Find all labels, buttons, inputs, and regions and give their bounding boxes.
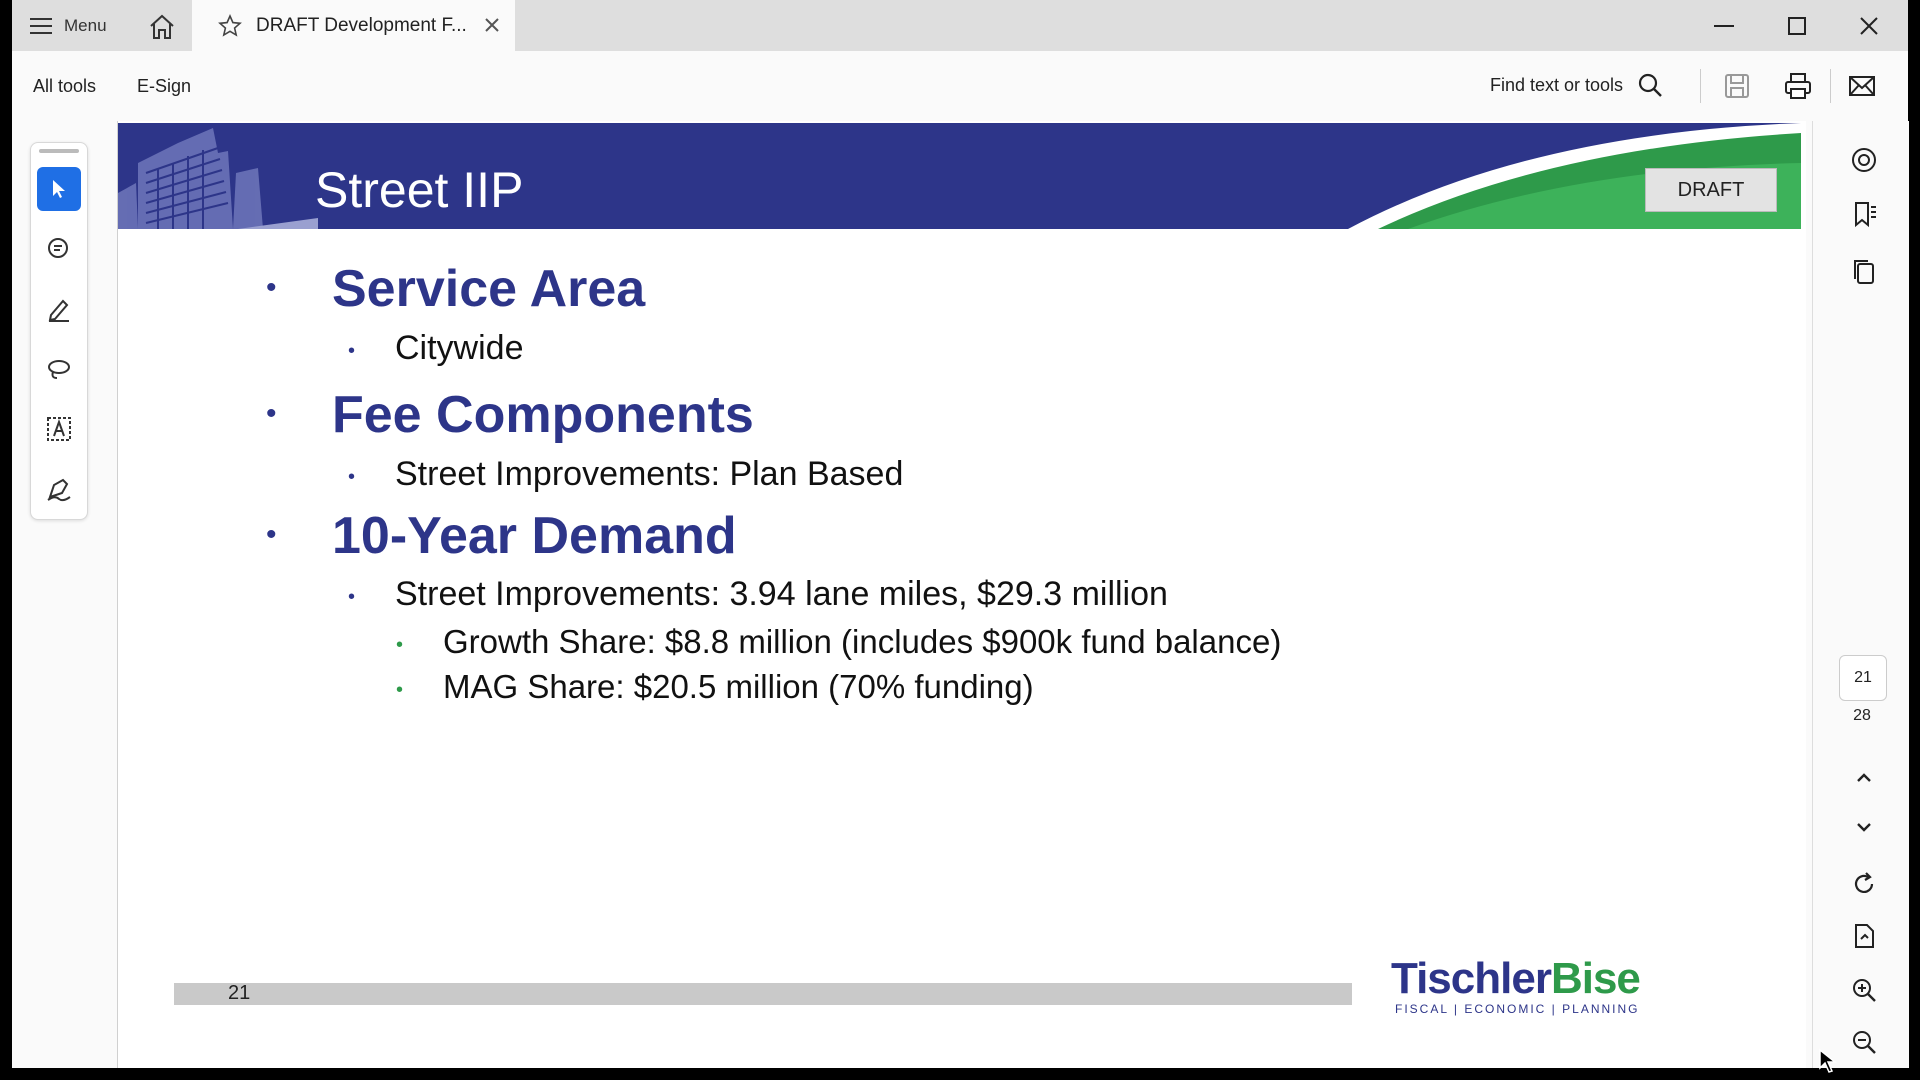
- zoom-out-icon[interactable]: [1849, 1027, 1879, 1057]
- tab-title: DRAFT Development F...: [256, 14, 467, 36]
- print-icon[interactable]: [1783, 71, 1813, 101]
- section-heading: 10-Year Demand: [332, 507, 737, 565]
- bullet-marker: •: [266, 518, 277, 551]
- comment-tool-button[interactable]: [37, 227, 81, 271]
- pages-icon[interactable]: [1849, 257, 1879, 287]
- building-illustration: [118, 123, 318, 229]
- menu-label: Menu: [64, 16, 107, 35]
- document-viewport[interactable]: [117, 121, 1813, 1068]
- bullet-marker: •: [396, 634, 404, 656]
- ai-assistant-icon[interactable]: [1849, 145, 1879, 175]
- draw-tool-button[interactable]: [37, 347, 81, 391]
- text-box-icon: [45, 415, 73, 443]
- bookmark-icon[interactable]: [1849, 199, 1879, 229]
- quick-tools-panel: [30, 142, 88, 520]
- pen-nib-icon: [45, 475, 73, 503]
- toolbar-divider: [1830, 69, 1831, 103]
- comment-icon: [45, 235, 73, 263]
- previous-page-icon[interactable]: [1849, 763, 1879, 793]
- find-text-or-tools[interactable]: [1490, 67, 1663, 103]
- sub-bullet-item: MAG Share: $20.5 million (70% funding): [443, 668, 1034, 705]
- logo-part-a: Tischler: [1391, 954, 1551, 1003]
- pdf-viewer-window: [12, 0, 1908, 1068]
- section-heading: Service Area: [332, 260, 646, 318]
- next-page-icon[interactable]: [1849, 812, 1879, 842]
- maximize-icon[interactable]: [1783, 12, 1811, 40]
- rotate-icon[interactable]: [1849, 869, 1879, 899]
- right-side-rail: [1812, 121, 1909, 1068]
- email-icon[interactable]: [1847, 71, 1877, 101]
- slide-number: 21: [228, 982, 251, 1004]
- zoom-in-icon[interactable]: [1849, 975, 1879, 1005]
- bullet-marker: •: [266, 397, 277, 430]
- sub-bullet-item: Growth Share: $8.8 million (includes $900k fund balance): [443, 623, 1282, 660]
- search-icon: [1637, 72, 1663, 98]
- bullet-marker: •: [348, 586, 356, 608]
- esign-button[interactable]: E-Sign: [137, 76, 192, 96]
- select-tool-button[interactable]: [37, 167, 81, 211]
- bullet-marker: •: [348, 340, 356, 362]
- draft-badge: DRAFT: [1645, 168, 1777, 212]
- logo-wordmark: [1391, 956, 1671, 1002]
- toolbar-divider: [1700, 69, 1701, 103]
- current-page-input[interactable]: 21: [1839, 655, 1887, 701]
- window-close-icon[interactable]: [1855, 12, 1883, 40]
- bullet-item: Street Improvements: 3.94 lane miles, $29.3 million: [395, 575, 1168, 613]
- highlight-tool-button[interactable]: [37, 287, 81, 331]
- mouse-cursor-icon: [1818, 1048, 1840, 1074]
- tischlerbise-logo: [1391, 956, 1671, 1026]
- bullet-marker: •: [266, 271, 277, 304]
- hamburger-icon: [30, 17, 52, 35]
- bullet-marker: •: [396, 679, 404, 701]
- find-label: Find text or tools: [1490, 74, 1624, 95]
- pen-icon: [45, 295, 73, 323]
- minimize-icon[interactable]: [1710, 12, 1738, 40]
- main-toolbar: [12, 51, 1908, 121]
- bullet-item: Citywide: [395, 329, 524, 367]
- logo-tagline: FISCAL | ECONOMIC | PLANNING: [1395, 1002, 1640, 1016]
- panel-drag-handle[interactable]: [39, 149, 79, 153]
- logo-part-b: Bise: [1550, 954, 1640, 1003]
- all-tools-button[interactable]: All tools: [33, 76, 97, 96]
- close-tab-icon[interactable]: [483, 16, 501, 34]
- menu-button[interactable]: [30, 10, 107, 42]
- slide-title: Street IIP: [315, 162, 524, 218]
- total-pages: 28: [1853, 707, 1871, 724]
- slide-header-banner: [118, 123, 1801, 229]
- bullet-item: Street Improvements: Plan Based: [395, 455, 904, 493]
- title-bar: [12, 0, 1908, 51]
- text-tool-button[interactable]: [37, 407, 81, 451]
- cursor-arrow-icon: [47, 177, 71, 201]
- page-tools-icon[interactable]: [1849, 921, 1879, 951]
- lasso-icon: [45, 355, 73, 383]
- slide-page: [118, 121, 1801, 1068]
- section-heading: Fee Components: [332, 386, 754, 444]
- home-icon[interactable]: [147, 12, 177, 42]
- slide-footer-bar: [174, 983, 1352, 1005]
- save-icon[interactable]: [1722, 71, 1752, 101]
- bullet-marker: •: [348, 466, 356, 488]
- document-tab[interactable]: [192, 0, 515, 51]
- star-icon[interactable]: [218, 14, 242, 38]
- sign-tool-button[interactable]: [37, 467, 81, 511]
